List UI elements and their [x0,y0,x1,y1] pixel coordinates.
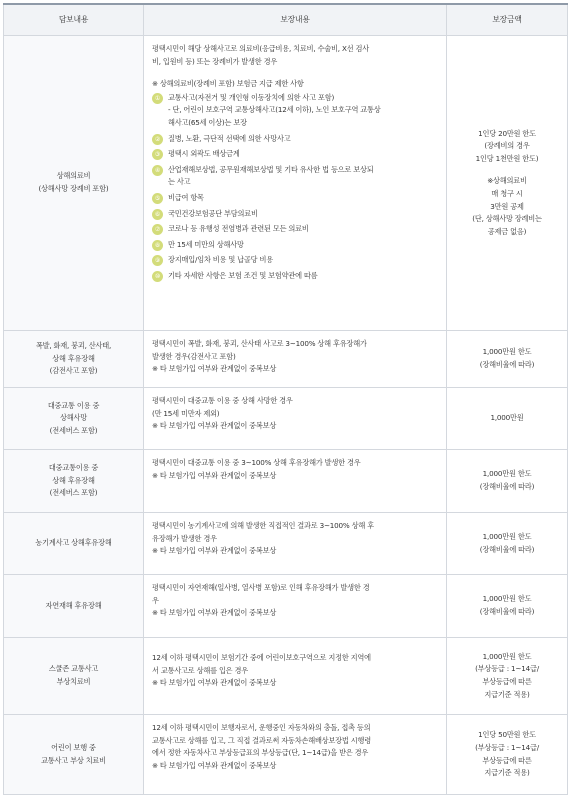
coverage-amount-cell [447,36,568,331]
list-item [152,133,438,146]
coverage-item-line: (상해사망 장례비 포함) [38,184,109,193]
list-item [152,192,438,205]
content-line: 평택시민이 대중교통 이용 중 3~100% 상해 후유장해가 발생한 경우 [152,458,361,467]
list-item [152,239,438,252]
content-line: 평택시민이 폭발, 화재, 붕괴, 산사태 사고로 3~100% 상해 후유장해가 [152,339,367,348]
coverage-item-cell [4,638,144,715]
table-row [4,715,568,795]
list-item-line: 비급여 항목 [168,192,204,202]
coverage-content-cell [144,715,447,795]
coverage-amount-cell [447,331,568,388]
list-item-line: 만 15세 미만의 상해사망 [168,239,244,249]
content-line: 12세 이하 평택시민이 보행자로서, 운행중인 자동차와의 충돌, 접촉 등의 [152,723,371,732]
amount-line: 3만원 공제 [490,201,524,211]
amount-line: (부상등급 : 1~14급/ [475,664,539,674]
coverage-amount-cell [447,575,568,638]
list-item [152,148,438,161]
number-circle-icon: ② [152,134,163,145]
table-row [4,36,568,331]
amount-line: ※상해의료비 [487,176,527,186]
amount-line: (장해비율에 따라) [479,607,535,616]
content-line: 비, 입원비 등) 또는 장례비가 발생한 경우 [152,56,278,66]
amount-line: (장례비의 경우 [484,141,530,151]
list-item-line: 질병, 노환, 극단적 선택에 의한 사망사고 [168,133,291,143]
table-row [4,638,568,715]
content-line: 평택시민이 농기계사고에 의해 발생한 직접적인 결과로 3~100% 상해 후 [152,521,374,530]
amount-line: 공제금 없음) [487,226,527,236]
coverage-content-cell [144,575,447,638]
content-line: 평택시민이 대중교통 이용 중 상해 사망한 경우 [152,396,293,405]
coverage-item-line: 상해사망 [60,413,87,423]
coverage-item-line: 상해의료비 [56,171,91,181]
content-line: (만 15세 미만자 제외) [152,408,220,418]
coverage-item-cell [4,715,144,795]
coverage-item-cell [4,331,144,388]
header-coverage-content: 보장내용 [144,4,447,36]
limit-title: ※ 상해의료비(장례비 포함) 보험금 지급 제한 사항 [152,79,304,89]
coverage-item-line: 대중교통이용 중 [48,463,99,473]
amount-line: 지급기준 적용) [484,689,530,699]
list-item-line: 코로나 등 유행성 전염병과 관련된 모든 의료비 [168,224,309,234]
list-item [152,164,438,189]
amount-line: 1인당 20만원 한도 [478,128,536,138]
list-item-line: 장지매입/임차 비용 및 납골당 비용 [168,255,273,265]
amount-line: 매 청구 시 [491,189,523,198]
amount-line: (장해비율에 따라) [479,482,535,491]
number-circle-icon: ④ [152,165,163,176]
content-line: ※ 타 보험가입 여부와 관계없이 중복보상 [152,608,277,618]
coverage-item-cell [4,388,144,450]
amount-line: 지급기준 적용) [484,768,530,778]
table-row [4,331,568,388]
coverage-item-line: 대중교통 이용 중 [47,400,100,410]
number-circle-icon: ⑤ [152,193,163,204]
content-line: 12세 이하 평택시민이 보험기간 중에 어린이보호구역으로 지정한 지역에 [152,653,371,662]
list-item [152,223,438,236]
amount-line: (부상등급 : 1~14급/ [475,742,539,752]
coverage-item-cell [4,575,144,638]
coverage-item-cell [4,450,144,513]
coverage-item-line: 스쿨존 교통사고 [48,664,99,674]
list-item-line: 해사고(65세 이상)는 보장 [168,117,247,127]
coverage-item-line: 상해 후유장해 [52,353,95,363]
table-row [4,450,568,513]
list-item [152,254,438,267]
coverage-content-cell [144,450,447,513]
number-circle-icon: ⑦ [152,224,163,235]
amount-line: 1,000만원 한도 [482,531,532,541]
amount-line: 1인당 50만원 한도 [478,730,536,740]
list-item-line: 기타 자세한 사항은 보험 조건 및 보험약관에 따름 [168,270,318,280]
list-item [152,208,438,221]
amount-line: (단, 상해사망 장례비는 [472,214,542,224]
table-header-row [4,4,568,36]
content-line: 우 [152,595,159,605]
coverage-item-line: (감전사고 포함) [49,366,98,376]
number-circle-icon: ③ [152,149,163,160]
content-line: ※ 타 보험가입 여부와 관계없이 중복보상 [152,364,277,374]
list-item-line: 는 사고 [168,177,191,187]
coverage-item-line: 교통사고 부상 치료비 [41,755,106,765]
coverage-content-cell [144,331,447,388]
content-line: ※ 타 보험가입 여부와 관계없이 중복보상 [152,421,277,431]
coverage-amount-cell [447,513,568,575]
header-coverage-item: 담보내용 [4,4,144,36]
amount-line: (장해비율에 따라) [479,544,535,554]
coverage-amount-cell [447,388,568,450]
list-item-line: - 단, 어린이 보호구역 교통상해사고(12세 이하), 노인 보호구역 교통상 [168,105,381,115]
coverage-item-line: 자연재해 후유장해 [45,600,102,610]
coverage-item-line: 농기계사고 상해후유장해 [35,538,112,548]
coverage-amount-cell [447,715,568,795]
amount-line: 1,000만원 [490,413,524,423]
coverage-item-cell [4,36,144,331]
content-line: 교통사고로 상해를 입고, 그 직접 결과로써 자동차손해배상보장법 시행령 [152,735,371,745]
amount-line: (장해비율에 따라) [479,360,535,369]
content-line: 평택시민이 자연재해(일사병, 열사병 포함)로 인해 후유장해가 발생한 경 [152,583,370,592]
amount-line: 1인당 1천만원 한도) [475,153,539,163]
amount-line: 1,000만원 한도 [482,469,532,479]
amount-line: 부상등급에 따른 [482,755,532,765]
list-item-line: 평택시 외곽도 배상금계 [168,149,240,159]
table-row [4,575,568,638]
content-line: ※ 타 보험가입 여부와 관계없이 중복보상 [152,760,277,770]
content-line: 발생한 경우(감전사고 포함) [152,351,236,361]
number-circle-icon: ① [152,93,163,104]
number-circle-icon: ⑧ [152,240,163,251]
coverage-item-line: 부상치료비 [56,677,91,686]
number-circle-icon: ⑥ [152,209,163,220]
amount-line: 1,000만원 한도 [482,594,532,604]
coverage-table [3,3,568,795]
content-line: ※ 타 보험가입 여부와 관계없이 중복보상 [152,546,277,556]
coverage-item-line: 폭발, 화재, 붕괴, 산사태, [35,341,112,351]
coverage-content-cell [144,36,447,331]
coverage-item-line: (전세버스 포함) [49,425,98,435]
coverage-item-cell [4,513,144,575]
number-circle-icon: ⑨ [152,255,163,266]
coverage-item-line: (전세버스 포함) [49,488,98,498]
list-item-line: 교통사고(자전거 및 개인형 이동장치에 의한 사고 포함) [168,92,335,102]
content-line: 에서 정한 자동차사고 부상등급표의 부상등급(단, 1~14급)을 받은 경우 [152,748,369,758]
header-coverage-amount: 보장금액 [447,4,568,36]
coverage-amount-cell [447,638,568,715]
list-item [152,92,438,130]
coverage-content-cell [144,638,447,715]
list-item-line: 산업재해보상법, 공무원재해보상법 및 기타 유사한 법 등으로 보상되 [168,164,374,174]
amount-line: 1,000만원 한도 [482,347,532,357]
content-line: 평택시민이 해당 상해사고로 의료비(응급비용, 치료비, 수술비, X선 검사 [152,44,369,53]
coverage-content-cell [144,513,447,575]
list-item [152,270,438,283]
coverage-item-line: 어린이 보행 중 [51,742,96,752]
coverage-content-cell [144,388,447,450]
content-line: 유장해가 발생한 경우 [152,533,217,543]
amount-line: 부상등급에 따른 [482,677,532,686]
coverage-item-line: 상해 후유장해 [52,475,95,485]
content-line: ※ 타 보험가입 여부와 관계없이 중복보상 [152,678,277,688]
table-row [4,513,568,575]
content-line: 서 교통사고로 상해를 입은 경우 [152,665,249,675]
number-circle-icon: ⑩ [152,271,163,282]
coverage-amount-cell [447,450,568,513]
content-line: ※ 타 보험가입 여부와 관계없이 중복보상 [152,470,277,480]
amount-line: 1,000만원 한도 [482,651,532,661]
list-item-line: 국민건강보험공단 부담의료비 [168,208,258,218]
table-row [4,388,568,450]
